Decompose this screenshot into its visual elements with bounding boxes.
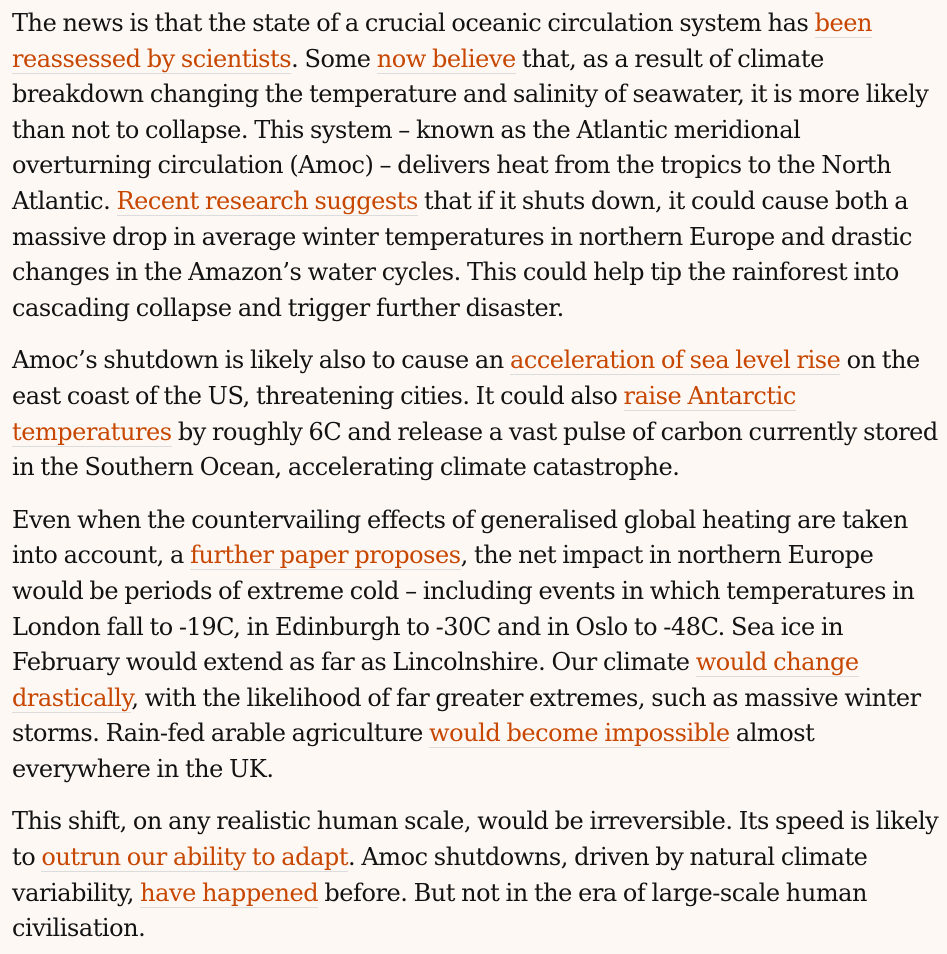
link-would-become-impossible[interactable]: would become impossible [429,719,730,748]
text-run: on the east coast of the US, threatening cities. It could also [12,346,920,410]
link-now-believe[interactable]: now believe [376,44,516,73]
text-run: before. But not in the era of large-scale human civilisation. [12,878,867,943]
paragraph-3 [12,503,939,788]
link-acceleration-of-sea-level-rise[interactable]: acceleration of sea level rise [509,346,841,375]
text-run: that, as a result of climate breakdown changing the temperature and salinity of seawater, it is more likely than not to collapse. This system – known as the Atlantic meridional overturning circulation (Amoc) – delivers heat from the tropics to the North Atlantic. [12,44,929,215]
link-raise-antarctic-temperatures[interactable]: raise Antarctic temperatures [12,381,796,446]
link-recent-research-suggests[interactable]: Recent research suggests [116,186,418,215]
text-run: by roughly 6C and release a vast pulse of carbon currently stored in the Southern Ocean, accelerating climate catastrophe. [12,417,938,482]
link-would-change-drastically[interactable]: would change drastically [12,648,859,712]
link-further-paper-proposes[interactable]: further paper proposes [190,541,461,570]
text-run: The news is that the state of a crucial oceanic circulation system has [12,9,815,37]
text-run: Even when the countervailing effects of generalised global heating are taken into account, a [12,505,908,570]
paragraph-2 [12,343,939,485]
link-have-happened[interactable]: have happened [140,878,319,907]
text-run: . Some [291,44,377,73]
text-run: that if it shuts down, it could cause both a massive drop in average winter temperatures in northern Europe and drastic changes in the Amazon’s water cycles. This could help tip the rainforest into cascading collapse and trigger further disaster. [12,186,912,322]
paragraph-1 [12,6,939,326]
text-run: Amoc’s shutdown is likely also to cause an [12,346,510,375]
text-run: . Amoc shutdowns, driven by natural climate variability, [12,843,868,907]
paragraph-4 [12,804,939,946]
text-run: This shift, on any realistic human scale, would be irreversible. Its speed is likely to [12,807,939,872]
link-outrun-our-ability-to-adapt[interactable]: outrun our ability to adapt [41,843,349,872]
link-been-reassessed-by-scientists[interactable]: been reassessed by scientists [12,9,872,73]
text-run: , the net impact in northern Europe would be periods of extreme cold – including events in which temperatures in London fall to -19C, in Edinburgh to -30C and in Oslo to -48C. Sea ice in February would extend as far as Lincolnshire. Our climate [12,541,915,677]
text-run: , with the likelihood of far greater extremes, such as massive winter storms. Rain-fed arable agriculture [12,683,921,748]
text-run: almost everywhere in the UK. [12,719,815,783]
